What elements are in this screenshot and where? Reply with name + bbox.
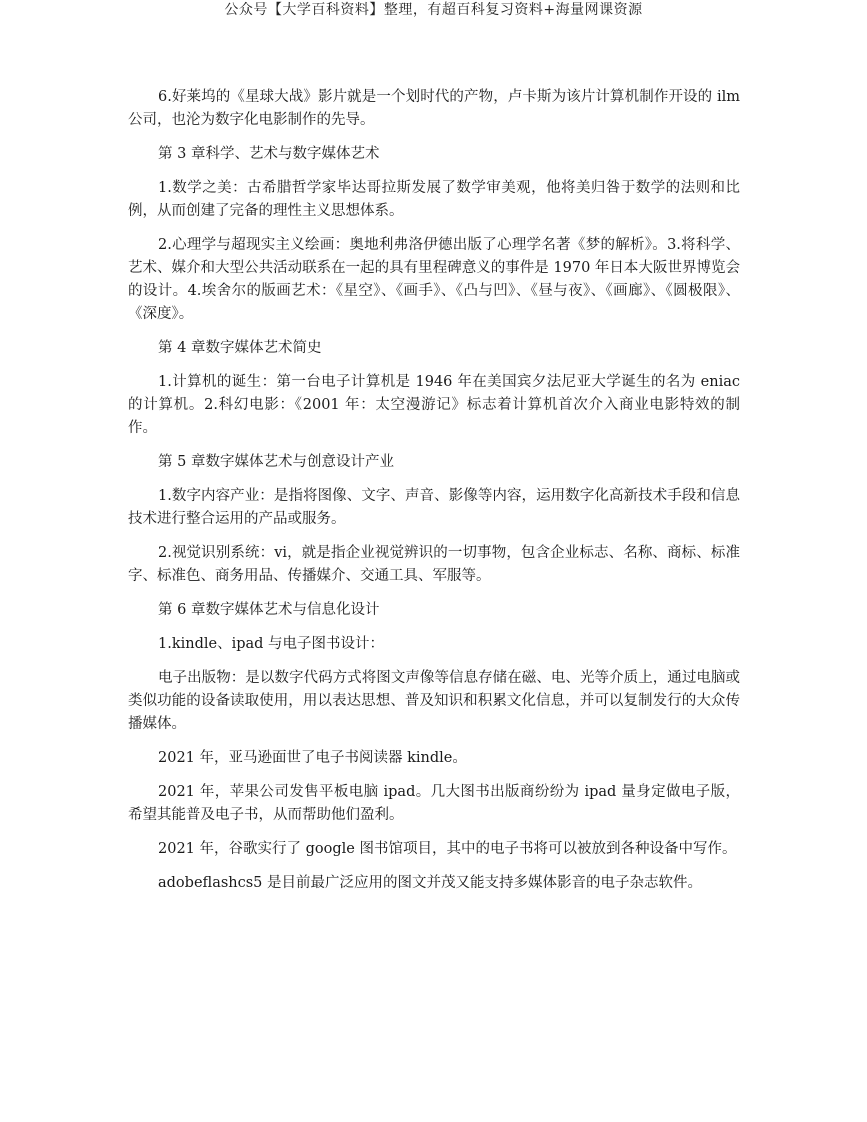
chapter-6-heading: 第 6 章数字媒体艺术与信息化设计: [158, 602, 380, 618]
chapter-5-heading: 第 5 章数字媒体艺术与创意设计产业: [158, 454, 394, 470]
paragraph-math-beauty: 1.数学之美：古希腊哲学家毕达哥拉斯发展了数学审美观，他将美归咎于数学的法则和比例，从而创建了完备的理性主义思想体系。: [128, 180, 740, 219]
paragraph-kindle-ipad: 1.kindle、ipad 与电子图书设计：: [158, 636, 385, 652]
chapter-4-heading: 第 4 章数字媒体艺术简史: [158, 340, 322, 356]
chapter-3-heading: 第 3 章科学、艺术与数字媒体艺术: [158, 146, 380, 162]
document-body: [128, 86, 740, 906]
paragraph-google-books: 2021 年，谷歌实行了 google 图书馆项目，其中的电子书将可以被放到各种设备中写作。: [158, 841, 737, 857]
paragraph-flash-cs5: adobeflashcs5 是目前最广泛应用的图文并茂又能支持多媒体影音的电子杂志软件。: [158, 875, 703, 891]
paragraph-kindle-release: 2021 年，亚马逊面世了电子书阅读器 kindle。: [158, 750, 467, 766]
paragraph-ilm: 6.好莱坞的《星球大战》影片就是一个划时代的产物，卢卡斯为该片计算机制作开设的 ilm 公司，也沦为数字化电影制作的先导。: [128, 89, 740, 128]
paragraph-e-publication: 电子出版物：是以数字代码方式将图文声像等信息存储在磁、电、光等介质上，通过电脑或类似功能的设备读取使用，用以表达思想、普及知识和积累文化信息，并可以复制发行的大众传播媒体。: [128, 670, 740, 732]
page-header: 公众号【大学百科资料】整理，有超百科复习资料+海量网课资源: [224, 2, 643, 18]
paragraph-ipad-release: 2021 年，苹果公司发售平板电脑 ipad。几大图书出版商纷纷为 ipad 量身定做电子版，希望其能普及电子书，从而帮助他们盈利。: [128, 784, 740, 823]
paragraph-visual-identity: 2.视觉识别系统：vi，就是指企业视觉辨识的一切事物，包含企业标志、名称、商标、标准字、标准色、商务用品、传播媒介、交通工具、军服等。: [128, 545, 740, 584]
paragraph-psychology: 2.心理学与超现实主义绘画：奥地利弗洛伊德出版了心理学名著《梦的解析》。3.将科学、艺术、媒介和大型公共活动联系在一起的具有里程碑意义的事件是 1970 年日本大阪世界博览会的设计。4.埃舍尔的版画艺术：《星空》、《画手》、《凸与凹》、《昼与夜》、《画廊》、《圆极限》、《深度》。: [128, 237, 740, 322]
paragraph-digital-content: 1.数字内容产业：是指将图像、文字、声音、影像等内容，运用数字化高新技术手段和信息技术进行整合运用的产品或服务。: [128, 488, 740, 527]
paragraph-computer-birth: 1.计算机的诞生：第一台电子计算机是 1946 年在美国宾夕法尼亚大学诞生的名为 eniac 的计算机。2.科幻电影：《2001 年：太空漫游记》标志着计算机首次介入商业电影特效的制作。: [128, 374, 740, 436]
